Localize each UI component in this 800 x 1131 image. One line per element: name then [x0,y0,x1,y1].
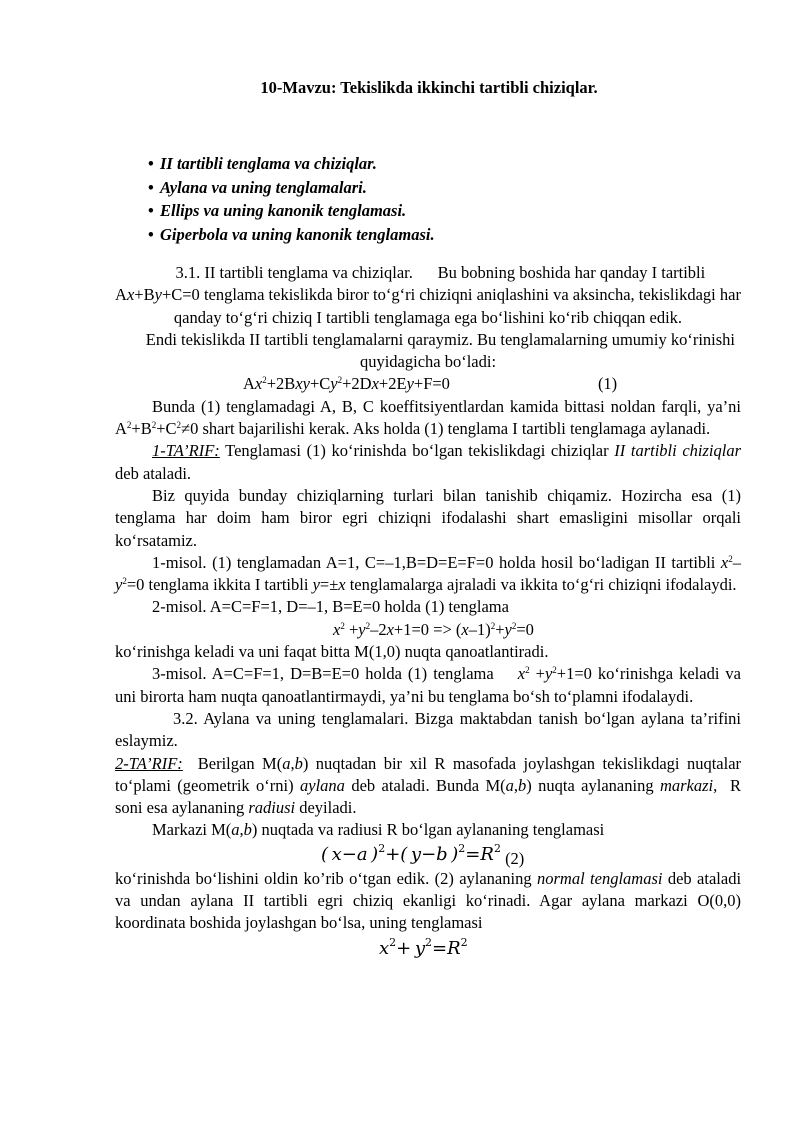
topic-list [148,152,435,246]
paragraph-biz: Biz quyida bunday chiziqlarning turlari bilan tanishib chiqamiz. Hozircha esa (1) tenglama har doim ham biror egri chiziqni ifodalashi shart emasligini misollar orqali ko‘rsatamiz. [115,485,741,550]
example-2-equation: $x^2 +y^2-2x+1=0 => (x-1)^2+y^2=0$ [333,619,534,639]
topic-item: • Giperbola va uning kanonik tenglamasi. [148,223,435,247]
example-2: 2-misol. A=C=F=1, D=–1, B=E=0 holda (1) tenglama [152,597,509,617]
topic-item: • II tartibli tenglama va chiziqlar. [148,152,435,176]
bullet-icon: • [148,224,154,244]
paragraph-bunda: Bunda (1) tenglamadagi A, B, C koeffitsiyentlardan kamida bittasi noldan farqli, ya’ni $A^2+B^2+C^2\ne 0$ shart bajarilishi kerak. Aks holda (1) tenglama I tartibli tenglamaga aylanadi. [115,396,741,439]
bullet-icon: • [148,154,154,173]
section-2-intro: 3.2. Aylana va uning tenglamalari. Bizga maktabdan tanish bo‘lgan aylana ta’rifini eslaymiz. [115,708,742,751]
document-body [115,262,741,963]
definition-2: 2-TA’RIF: Berilgan M(a,b) nuqtadan bir xil R masofada joylashgan tekislikdagi nuqtalar to‘plami (geometrik o‘rni) aylana deb ataladi. Bunda M(a,b) nuqta aylananing markazi, R soni esa aylananing radiusi deyiladi. [115,753,742,818]
topic-item: • Ellips va uning kanonik tenglamasi. [148,199,435,223]
equation-2: ( x−a )$^2$+( y−b )$^2=R^2$ (2) [321,841,525,868]
bullet-icon: • [148,201,154,220]
paragraph-endi: Endi tekislikda II tartibli tenglamalarni qaraymiz. Bu tenglamalarning umumiy ko‘rinishi quyidagicha bo‘ladi: [145,329,736,372]
example-2-text: ko‘rinishga keladi va uni faqat bitta M(1,0) nuqta qanoatlantiradi. [115,642,549,662]
paragraph-markazi: Markazi M(a,b) nuqtada va radiusi R bo‘lgan aylananing tenglamasi [152,820,605,840]
topic-item: • Aylana va uning tenglamalari. [148,176,435,200]
example-3: 3-misol. A=C=F=1, D=B=E=0 holda (1) tenglama $x^2 +y^2+1=0$ ko‘rinishga keladi va uni birorta ham nuqta qanoatlantirmaydi, ya’ni bu tenglama bo‘sh to‘plamni ifodalaydi. [115,664,742,706]
definition-1: 1-TA’RIF: Tenglamasi (1) ko‘rinishda bo‘lgan tekislikdagi chiziqlar II tartibli chiziqlar deb ataladi. [115,441,742,483]
example-1: 1-misol. (1) tenglamadan A=1, C=–1,B=D=E=F=0 holda hosil bo‘ladigan II tartibli $x^2-y^2=0$ tenglama ikkita I tartibli y=±x tenglamalarga ajraladi va ikkita to‘g‘ri chiziqni ifodalaydi. [115,552,741,595]
bullet-icon: • [148,177,154,197]
paragraph-final: ko‘rinishda bo‘lishini oldin ko’rib o‘tgan edik. (2) aylananing normal tenglamasi deb ataladi va undan aylana II tartibli egri chiziq ekanligi ko‘rinadi. Agar aylana markazi O(0,0) koordinata boshida joylashgan bo‘lsa, uning tenglamasi [115,868,742,933]
equation-3: $x^2+ y^2=R^2$ [379,935,468,959]
section-1-intro: 3.1. II tartibli tenglama va chiziqlar. Bu bobning boshida har qanday I tartibli Ax+By+C=0 tenglama tekislikda biror to‘g‘ri chiziqni aniqlashini va aksincha, tekislikdagi har qanday to‘g‘ri chiziq I tartibli tenglamaga ega bo‘lishini ko‘rib chiqqan edik. [115,263,741,327]
page-title: 10-Mavzu: Tekislikda ikkinchi tartibli chiziqlar. [260,78,598,97]
equation-1: $Ax^2+2Bxy+Cy^2+2Dx+2Ey+F=0$ (1) [243,374,618,394]
